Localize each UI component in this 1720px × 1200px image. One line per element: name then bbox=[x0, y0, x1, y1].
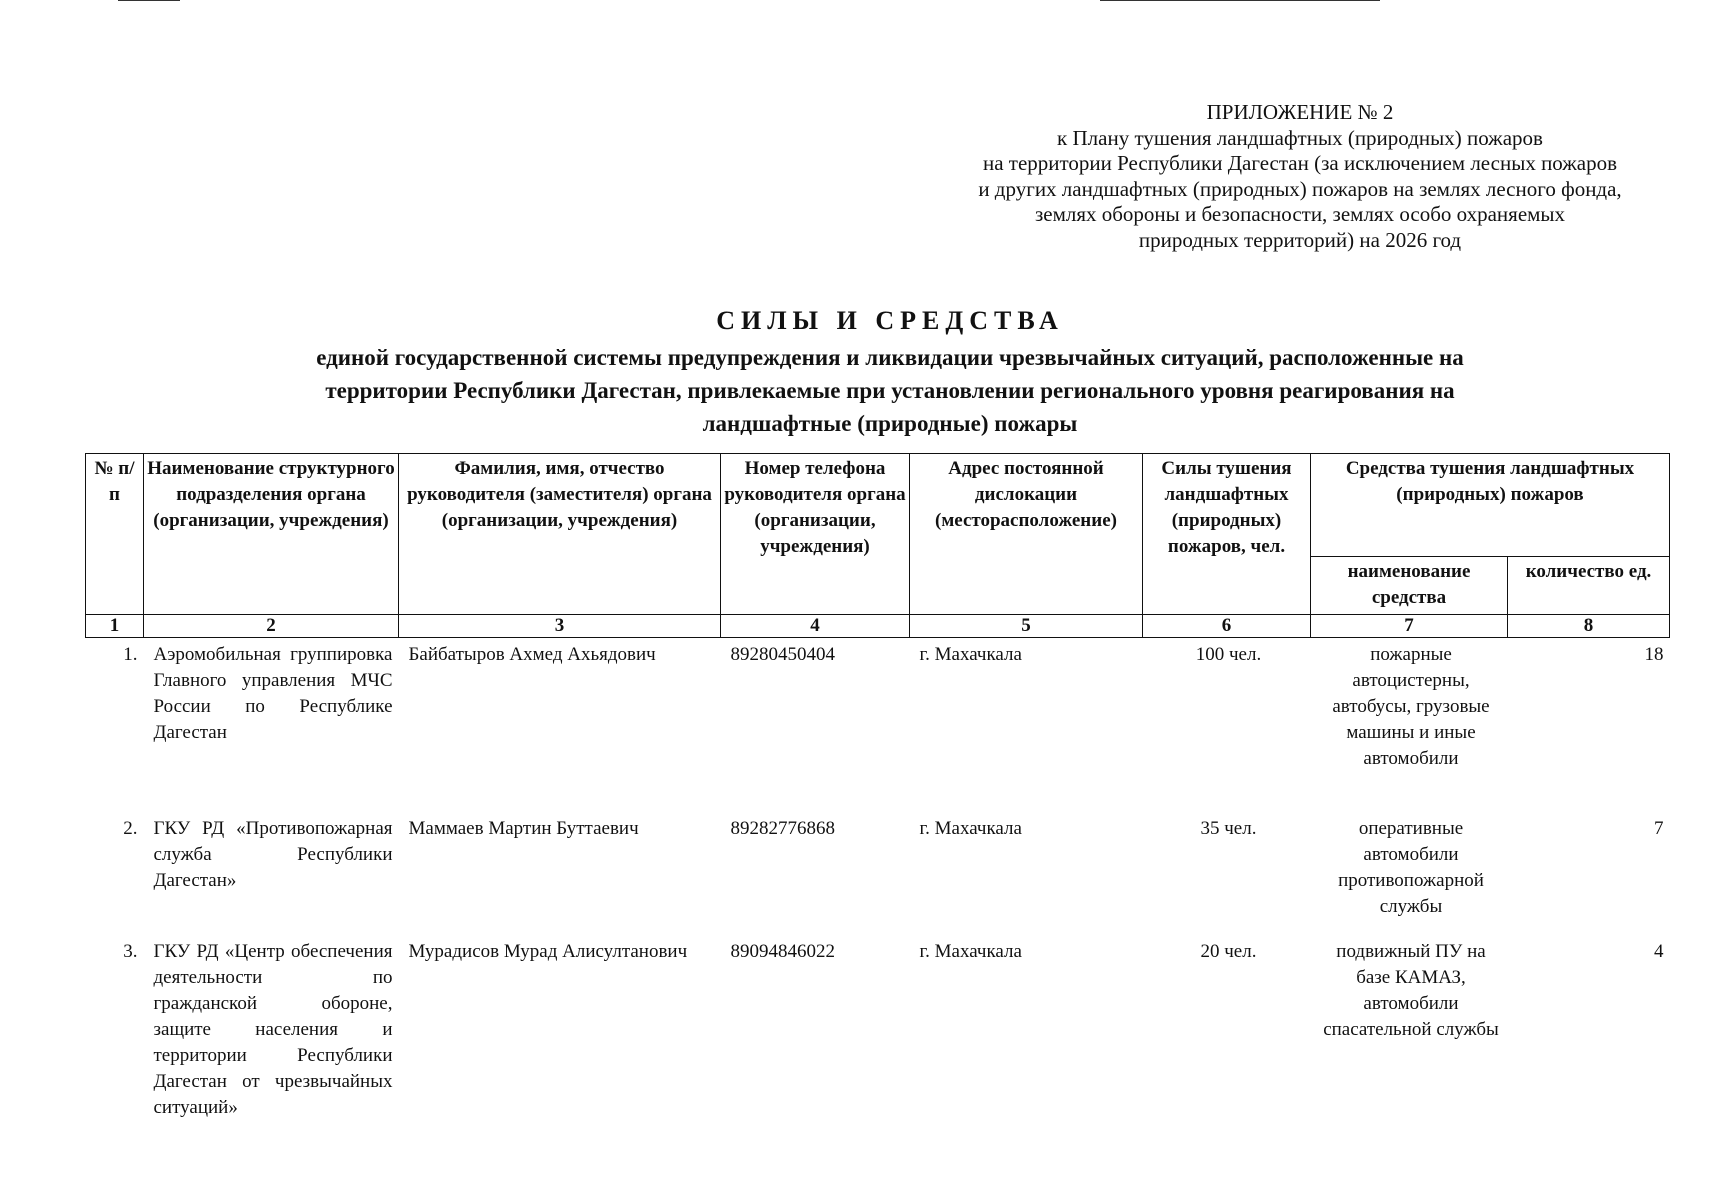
column-number: 3 bbox=[399, 615, 721, 638]
cell-forces: 20 чел. bbox=[1200, 940, 1257, 962]
table-row bbox=[86, 935, 1670, 1121]
cell-means-qty: 18 bbox=[1644, 644, 1664, 665]
header-head: Фамилия, имя, отчество руководителя (заместителя) органа (организации, учреждения) bbox=[399, 454, 721, 615]
appendix-title: ПРИЛОЖЕНИЕ № 2 bbox=[1206, 100, 1394, 124]
appendix-line: на территории Республики Дагестан (за исключением лесных пожаров bbox=[982, 151, 1618, 175]
subtitle-line: территории Республики Дагестан, привлекаемые при установлении регионального уровня реагирования на bbox=[325, 378, 1455, 403]
cell-unit: ГКУ РД «Центр обеспечения деятельности по гражданской обороне, защите населения и территории Республики Дагестан от чрезвычайных ситуаций» bbox=[153, 940, 393, 1118]
cell-head: Байбатыров Ахмед Ахьядович bbox=[408, 644, 656, 665]
cell-forces: 35 чел. bbox=[1200, 817, 1257, 839]
table-row bbox=[86, 812, 1670, 935]
cell-head: Маммаев Мартин Буттаевич bbox=[408, 817, 639, 839]
cell-phone: 89280450404 bbox=[730, 644, 835, 665]
cell-means-qty: 7 bbox=[1654, 817, 1664, 839]
header-means: Средства тушения ландшафтных (природных) пожаров bbox=[1311, 454, 1670, 557]
column-number: 5 bbox=[910, 615, 1143, 638]
header-unit: Наименование структурного подразделения органа (организации, учреждения) bbox=[144, 454, 399, 615]
cell-address: г. Махачкала bbox=[919, 940, 1022, 962]
document-subtitle bbox=[160, 341, 1620, 440]
header-address: Адрес постоянной дислокации (месторасположение) bbox=[910, 454, 1143, 615]
document-title: СИЛЫ И СРЕДСТВА bbox=[716, 306, 1064, 335]
scan-edge-line bbox=[1100, 0, 1380, 1]
header-means-qty: количество ед. bbox=[1508, 556, 1670, 614]
header-forces: Силы тушения ландшафтных (природных) пожаров, чел. bbox=[1143, 454, 1311, 615]
column-number: 7 bbox=[1311, 615, 1508, 638]
column-number: 1 bbox=[86, 615, 144, 638]
cell-phone: 89282776868 bbox=[730, 817, 835, 839]
header-no: № п/п bbox=[86, 454, 144, 615]
appendix-line: и других ландшафтных (природных) пожаров на землях лесного фонда, bbox=[978, 176, 1622, 201]
column-number: 8 bbox=[1508, 615, 1670, 638]
cell-means-name: оперативные автомобили противопожарной службы bbox=[1338, 817, 1484, 917]
cell-no: 1. bbox=[123, 644, 138, 665]
appendix-block bbox=[780, 100, 1720, 253]
cell-forces: 100 чел. bbox=[1195, 644, 1262, 665]
cell-address: г. Махачкала bbox=[919, 644, 1022, 665]
cell-means-name: пожарные автоцистерны, автобусы, грузовые машины и иные автомобили bbox=[1332, 644, 1490, 769]
header-means-name: наименование средства bbox=[1311, 556, 1508, 614]
cell-phone: 89094846022 bbox=[730, 940, 835, 962]
cell-address: г. Махачкала bbox=[919, 817, 1022, 839]
header-phone: Номер телефона руководителя органа (организации, учреждения) bbox=[721, 454, 910, 615]
column-number: 4 bbox=[721, 615, 910, 638]
cell-no: 3. bbox=[123, 940, 138, 962]
scan-edge-line bbox=[118, 0, 180, 1]
cell-unit: ГКУ РД «Противопожарная служба Республики Дагестан» bbox=[153, 817, 393, 891]
appendix-line: природных территорий) на 2026 год bbox=[1138, 227, 1462, 252]
appendix-line: к Плану тушения ландшафтных (природных) пожаров bbox=[1057, 125, 1543, 150]
cell-head: Мурадисов Мурад Алисултанович bbox=[408, 940, 688, 962]
cell-unit: Аэромобильная группировка Главного управления МЧС России по Республике Дагестан bbox=[153, 644, 393, 743]
column-number: 6 bbox=[1143, 615, 1311, 638]
table-row bbox=[86, 638, 1670, 812]
cell-no: 2. bbox=[123, 817, 138, 839]
cell-means-name: подвижный ПУ на базе КАМАЗ, автомобили спасательной службы bbox=[1323, 940, 1499, 1040]
cell-means-qty: 4 bbox=[1654, 940, 1664, 962]
subtitle-line: единой государственной системы предупреждения и ликвидации чрезвычайных ситуаций, расположенные на bbox=[316, 345, 1464, 370]
appendix-line: землях обороны и безопасности, землях особо охраняемых bbox=[1034, 202, 1566, 226]
forces-table bbox=[85, 453, 1670, 1121]
column-number: 2 bbox=[144, 615, 399, 638]
subtitle-line: ландшафтные (природные) пожары bbox=[702, 411, 1078, 436]
